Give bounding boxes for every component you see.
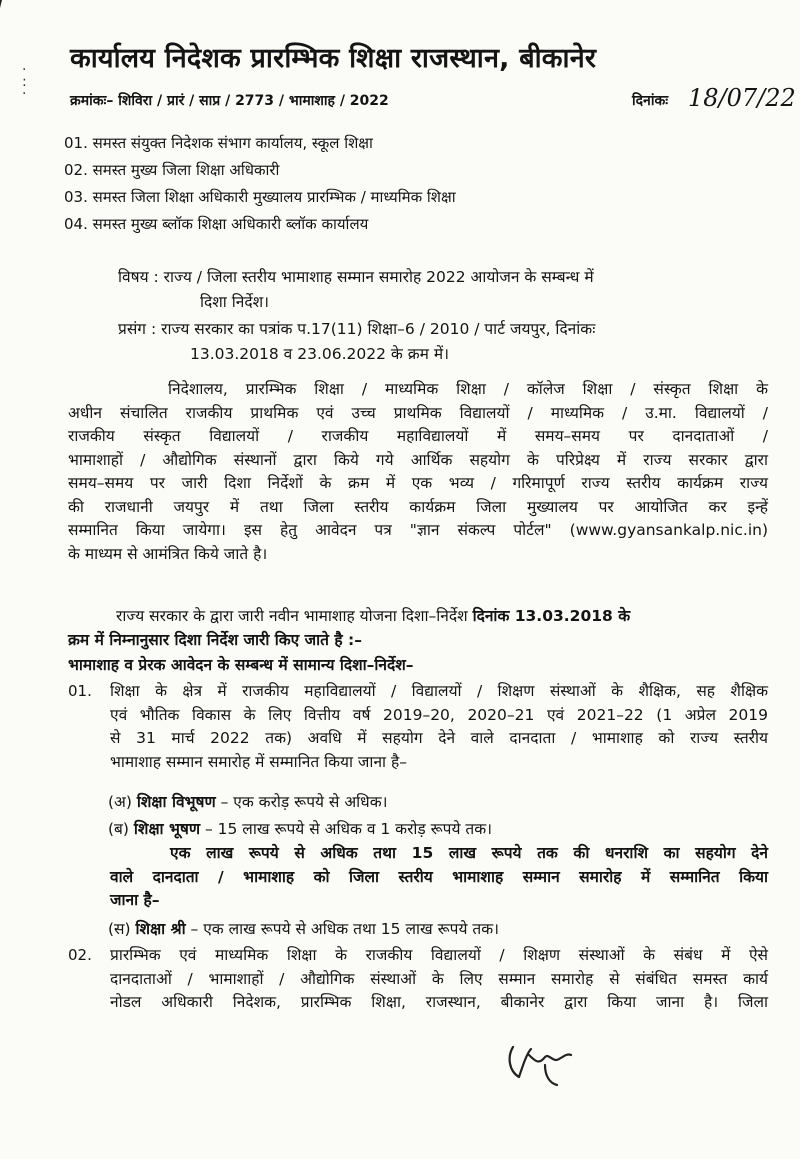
addressee-2: 02. समस्त मुख्य जिला शिक्षा अधिकारी [64,161,280,179]
reference-number: क्रमांकः– शिविरा / प्रारं / साप्र / 2773 / भामाशाह / 2022 [70,93,389,109]
item2-line: प्रारम्भिक एवं माध्यमिक शिक्षा के राजकीय विद्यालयों / शिक्षण संस्थाओं के संबंध में ऐसे [110,946,768,964]
item1-line: से 31 मार्च 2022 तक) अवधि में सहयोग देने वाले दानदाता / भामाशाह को राज्य स्तरीय [110,729,768,747]
item-2-number: 02. [68,946,92,964]
addressee-3: 03. समस्त जिला शिक्षा अधिकारी मुख्यालय प्रारम्भिक / माध्यमिक शिक्षा [64,188,456,206]
item2-line: नोडल अधिकारी निदेशक, प्रारम्भिक शिक्षा, राजस्थान, बीकानेर द्वारा किया जाना है। जिला [110,993,768,1011]
addressee-1: 01. समस्त संयुक्त निदेशक संभाग कार्यालय, स्कूल शिक्षा [64,134,373,152]
para1-line: निदेशालय, प्रारम्भिक शिक्षा / माध्यमिक शिक्षा / कॉलेज शिक्षा / संस्कृत शिक्षा के [168,380,768,398]
addressee-4: 04. समस्त मुख्य ब्लॉक शिक्षा अधिकारी ब्लॉक कार्यालय [64,215,369,233]
item-1-number: 01. [68,682,92,700]
section-heading: भामाशाह व प्रेरक आवेदन के सम्बन्ध में सामान्य दिशा–निर्देश– [68,656,414,674]
signature-mark [505,1035,575,1090]
para2-line-2: क्रम में निम्नानुसार दिशा निर्देश जारी किए जाते है :– [68,631,362,649]
award-b-name: शिक्षा भूषण [133,820,201,838]
para1-line: सम्मानित किया जायेगा। इस हेतु आवेदन पत्र "ज्ञान संकल्प पोर्टल" (www.gyansankalp.nic.in) [68,521,768,539]
district-line: वाले दानदाता / भामाशाह को जिला स्तरीय भामाशाह सम्मान समारोह में सम्मानित किया [110,867,768,886]
district-line: एक लाख रूपये से अधिक तथा 15 लाख रूपये तक की धनराशि का सहयोग देने [170,844,768,862]
award-b-prefix: (ब) [108,820,129,838]
award-c-desc: – एक लाख रूपये से अधिक तथा 15 लाख रूपये तक। [190,920,499,938]
award-a-name: शिक्षा विभूषण [136,793,216,811]
award-b [108,817,492,839]
item1-line: भामाशाह सम्मान समारोह में सम्मानित किया जाना है– [110,752,407,771]
punch-hole-marks: · : · [22,62,27,102]
para1-line: भामाशाहों / औद्योगिक संस्थानों द्वारा किये गये आर्थिक सहयोग के परिप्रेक्ष्य में राज्य सरकार द्वारा [68,450,768,469]
item1-line: एवं भौतिक विकास के लिए वित्तीय वर्ष 2019–20, 2020–21 एवं 2021–22 (1 अप्रेल 2019 [110,705,768,724]
margin-pen-mark [0,0,20,38]
para1-line: राजकीय संस्कृत विद्यालयों / राजकीय महाविद्यालयों में समय–समय पर दानदाताओं / [68,427,768,445]
para2-text: राज्य सरकार के द्वारा जारी नवीन भामाशाह योजना दिशा–निर्देश [116,607,468,625]
award-c-name: शिक्षा श्री [135,920,186,938]
district-award-text [110,842,768,913]
item-1-text [110,680,768,774]
para2-line-1 [116,604,630,626]
subject-line-2: दिशा निर्देश। [200,293,269,311]
paragraph-1 [68,378,768,566]
award-a-prefix: (अ) [108,793,132,811]
para2-date: दिनांक 13.03.2018 के [472,607,631,625]
award-c-prefix: (स) [108,920,131,938]
office-heading: कार्यालय निदेशक प्रारम्भिक शिक्षा राजस्थान, बीकानेर [70,43,597,74]
reference-line-2: 13.03.2018 व 23.06.2022 के क्रम में। [190,345,449,363]
para1-line: अधीन संचालित राजकीय प्राथमिक एवं उच्च प्राथमिक विद्यालयों / माध्यमिक / उ.मा. विद्यालयों / [68,403,768,422]
item-2-text [110,944,768,1015]
award-b-desc: – 15 लाख रूपये से अधिक व 1 करोड़ रूपये तक। [204,820,493,838]
para1-line: के माध्यम से आमंत्रित किये जाते है। [68,544,268,563]
date-label: दिनांकः [632,93,669,109]
award-a-desc: – एक करोड़ रूपये से अधिक। [220,793,388,811]
item2-line: दानदाताओं / भामाशाहों / औद्योगिक संस्थाओं के लिए सम्मान समारोह से संबंधित समस्त कार्य [110,969,768,988]
award-c [108,917,499,939]
para1-line: समय–समय पर जारी दिशा निर्देशों के क्रम में एक भव्य / गरिमापूर्ण राज्य स्तरीय कार्यक्रम राज्य [68,474,768,492]
district-line: जाना है– [110,891,160,909]
subject-line-1: विषय : राज्य / जिला स्तरीय भामाशाह सम्मान समारोह 2022 आयोजन के सम्बन्ध में [118,268,594,286]
item1-line: शिक्षा के क्षेत्र में राजकीय महाविद्यालयों / विद्यालयों / शिक्षण संस्थाओं के शैक्षिक, सह शैक्षिक [110,682,768,700]
reference-line-1: प्रसंग : राज्य सरकार का पत्रांक प.17(11) शिक्षा–6 / 2010 / पार्ट जयपुर, दिनांकः [118,320,596,338]
handwritten-date: 18/07/22 [688,84,796,112]
para1-line: की राजधानी जयपुर में तथा जिला स्तरीय कार्यक्रम जिला मुख्यालय पर आयोजित कर इन्हें [68,497,768,516]
award-a [108,790,388,812]
